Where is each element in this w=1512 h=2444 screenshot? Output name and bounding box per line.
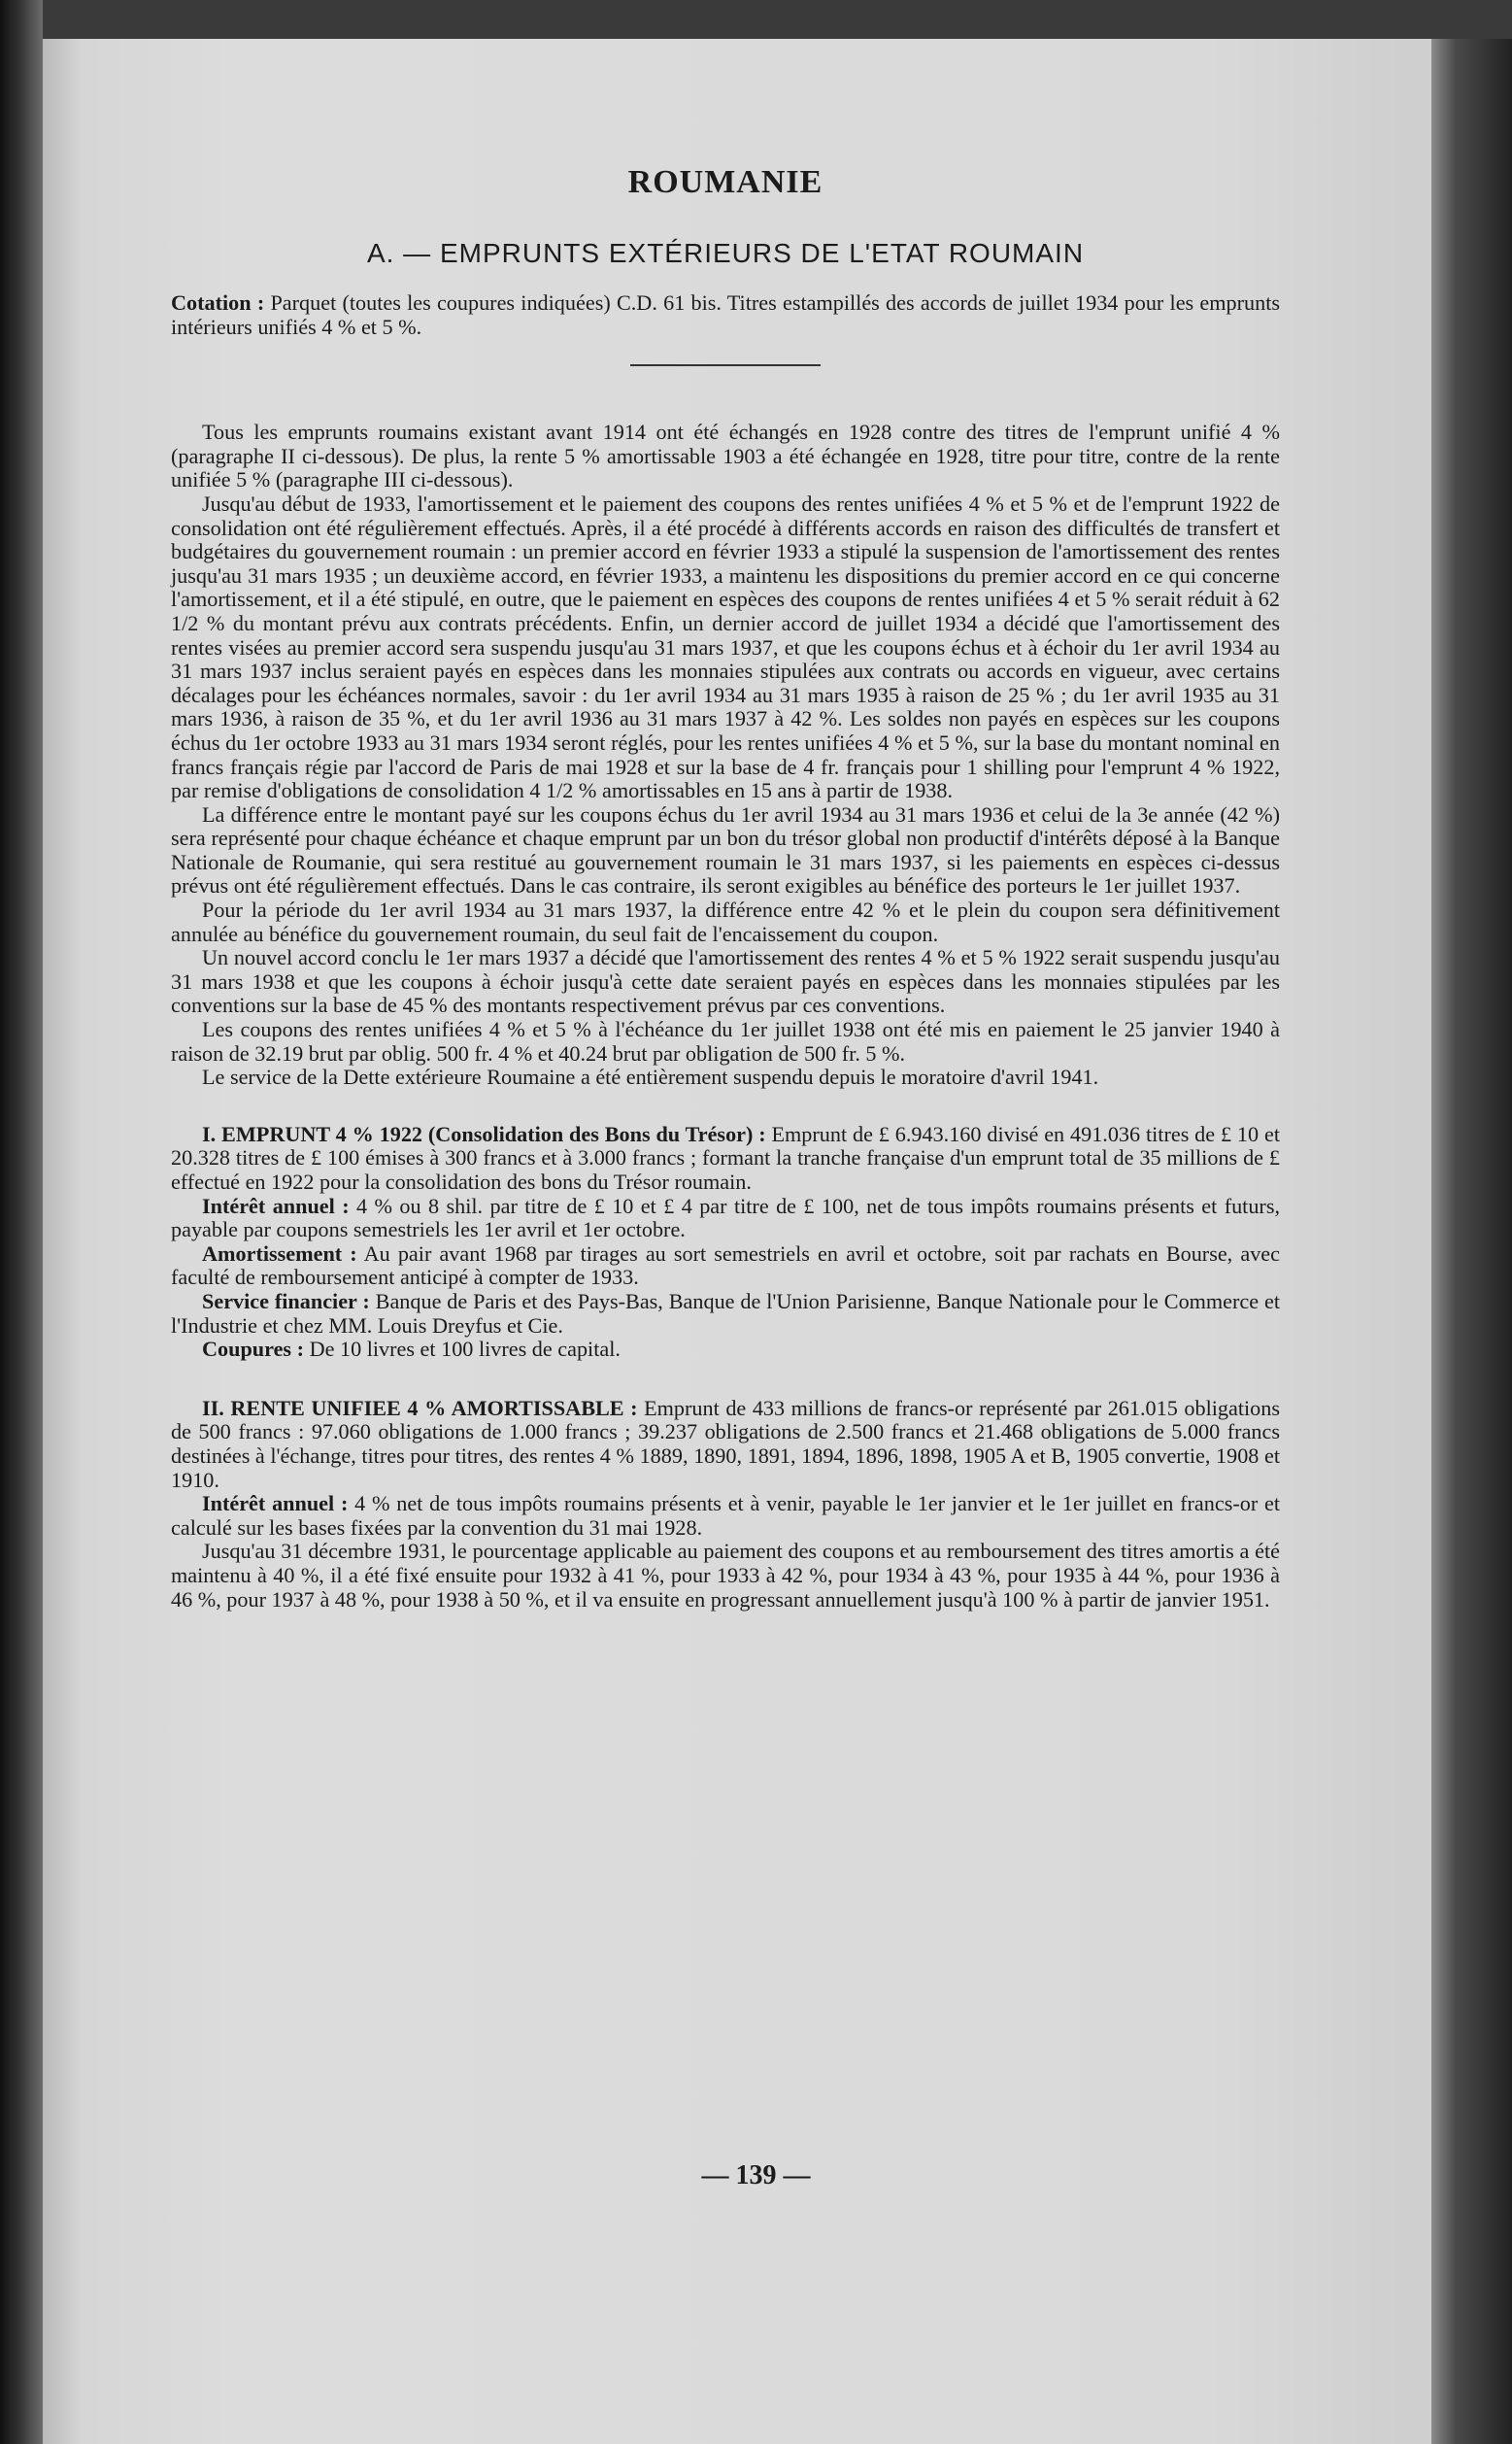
cotation-paragraph bbox=[171, 291, 1280, 339]
section1-coupures-label: Coupures : bbox=[202, 1337, 305, 1362]
section2-heading-text: Emprunt de 433 millions de francs-or représenté par 261.015 obligations de 500 francs : 97.060 obligations de 1.000 francs ; 39.237 obligations de 2.500 francs et 21.468 obligations de 5.000 francs destinées à l'échange, titres pour titres, des rentes 4 % 1889, 1890, 1891, 1894, 1896, 1898, 1905 A et B, 1905 convertie, 1908 et 1910. bbox=[171, 1395, 1280, 1492]
section1-amort-label: Amortissement : bbox=[202, 1240, 357, 1266]
page-edge-shadow bbox=[1431, 39, 1512, 2444]
document-body bbox=[171, 163, 1280, 1612]
section1-service-label: Service financier : bbox=[202, 1288, 370, 1313]
section2-interet-label: Intérêt annuel : bbox=[202, 1491, 349, 1516]
separator-rule bbox=[630, 364, 821, 366]
section-title: A. — EMPRUNTS EXTÉRIEURS DE L'ETAT ROUMAIN bbox=[366, 238, 1085, 268]
section-rente-unifiee bbox=[171, 1397, 1280, 1612]
section1-coupures bbox=[171, 1338, 1280, 1362]
section1-amort-text: Au pair avant 1968 par tirages au sort semestriels en avril et octobre, soit par rachats en Bourse, avec faculté de remboursement anticipé à compter de 1933. bbox=[171, 1240, 1280, 1290]
section1-interet-text: 4 % ou 8 shil. par titre de £ 10 et £ 4 par titre de £ 100, net de tous impôts roumains présents et futurs, payable par coupons semestriels les 1er avril et 1er octobre. bbox=[171, 1193, 1281, 1242]
intro-paragraph-1: Tous les emprunts roumains existant avant 1914 ont été échangés en 1928 contre des titres de l'emprunt unifié 4 % (paragraphe II ci-dessous). De plus, la rente 5 % amortissable 1903 a été échangée en 1928, titre pour titre, contre de la rente unifiée 5 % (paragraphe III ci-dessous). bbox=[171, 420, 1280, 492]
section1-heading-paragraph bbox=[171, 1123, 1280, 1195]
section1-amortissement bbox=[171, 1242, 1280, 1290]
intro-paragraph-3: La différence entre le montant payé sur les coupons échus du 1er avril 1934 au 31 mars 1936 et celui de la 3e année (42 %) sera représenté pour chaque échéance et chaque emprunt par un bon du trésor global non productif d'intérêts déposé à la Banque Nationale de Roumanie, qui sera restitué au gouvernement roumain le 31 mars 1937, si les paiements en espèces ci-dessus prévus ont été régulièrement effectués. Dans le cas contraire, ils seront exigibles au bénéfice des porteurs le 1er juillet 1937. bbox=[171, 801, 1280, 899]
section1-interet bbox=[171, 1195, 1280, 1242]
intro-paragraph-6: Les coupons des rentes unifiées 4 % et 5 % à l'échéance du 1er juillet 1938 ont été mis en paiement le 25 janvier 1940 à raison de 32.19 brut par oblig. 500 fr. 4 % et 40.24 brut par obligation de 500 fr. 5 %. bbox=[171, 1017, 1280, 1066]
intro-paragraph-2: Jusqu'au début de 1933, l'amortissement et le paiement des coupons des rentes unifiées 4 % et 5 % et de l'emprunt 1922 de consolidation ont été régulièrement effectués. Après, il a été procédé à différents accords en raison des difficultés de transfert et budgétaires du gouvernement roumain : un premier accord en février 1933 a stipulé la suspension de l'amortissement des rentes jusqu'au 31 mars 1935 ; un deuxième accord, en février 1933, a maintenu les dispositions du premier accord en ce qui concerne l'amortissement, et il a été stipulé, en outre, que le paiement en espèces des coupons de rentes unifiées 4 et 5 % serait réduit à 62 1/2 % du montant prévu aux contrats précédents. Enfin, un dernier accord de juillet 1934 a décidé que l'amortissement des rentes visées au premier accord sera suspendu jusqu'au 31 mars 1937, et que les coupons échus et à échoir du 1er avril 1934 au 31 mars 1937 inclus seraient payés en espèces dans les monnaies stipulées aux contrats ou accords en vigueur, avec certains décalages pour les échéances normales, savoir : du 1er avril 1934 au 31 mars 1935 à raison de 25 % ; du 1er avril 1935 au 31 mars 1936, à raison de 35 %, et du 1er avril 1936 au 31 mars 1937 à 42 %. Les soldes non payés en espèces sur les coupons échus du 1er octobre 1933 au 31 mars 1934 seront réglés, pour les rentes unifiées 4 % et 5 %, sur la base du montant nominal en francs français régie par l'accord de Paris de mai 1928 et sur la base de 4 fr. français pour 1 shilling pour l'emprunt 4 % 1922, par remise d'obligations de consolidation 4 1/2 % amortissables en 15 ans à partir de 1938. bbox=[171, 491, 1280, 803]
section1-heading-text: Emprunt de £ 6.943.160 divisé en 491.036 titres de £ 10 et 20.328 titres de £ 100 émises à 300 francs et à 3.000 francs ; formant la tranche française d'un emprunt total de 35 millions de £ effectué en 1922 pour la consolidation des bons du Trésor roumain. bbox=[171, 1121, 1280, 1194]
section2-interet bbox=[171, 1492, 1280, 1540]
section2-last-paragraph: Jusqu'au 31 décembre 1931, le pourcentage applicable au paiement des coupons et au remboursement des titres amortis a été maintenu à 40 %, il a été fixé ensuite pour 1932 à 41 %, pour 1933 à 42 %, pour 1934 à 43 %, pour 1935 à 44 %, pour 1936 à 46 %, pour 1937 à 48 %, pour 1938 à 50 %, et il va ensuite en progressant annuellement jusqu'à 100 % à partir de janvier 1951. bbox=[171, 1539, 1280, 1612]
intro-paragraph-5: Un nouvel accord conclu le 1er mars 1937 a décidé que l'amortissement des rentes 4 % et 5 % 1922 serait suspendu jusqu'au 31 mars 1938 et que les coupons à échoir jusqu'à cette date seraient payés en espèces dans les monnaies stipulées par les conventions sur la base de 45 % des montants respectivement prévus par ces conventions. bbox=[171, 945, 1280, 1018]
cotation-label: Cotation : bbox=[171, 290, 265, 315]
section1-coupures-text: De 10 livres et 100 livres de capital. bbox=[309, 1337, 621, 1362]
section-emprunt-1922 bbox=[171, 1123, 1280, 1362]
intro-paragraph-4: Pour la période du 1er avril 1934 au 31 mars 1937, la différence entre 42 % et le plein du coupon sera définitivement annulée au bénéfice du gouvernement roumain, du seul fait de l'encaissement du coupon. bbox=[171, 898, 1280, 946]
section1-service bbox=[171, 1290, 1280, 1338]
book-spine-shadow bbox=[0, 0, 43, 2444]
section1-service-text: Banque de Paris et des Pays-Bas, Banque de l'Union Parisienne, Banque Nationale pour le Commerce et l'Industrie et chez MM. Louis Dreyfus et Cie. bbox=[171, 1288, 1280, 1338]
page-title: ROUMANIE bbox=[627, 164, 823, 200]
section2-interet-text: 4 % net de tous impôts roumains présents et à venir, payable le 1er janvier et le 1er juillet en francs-or et calculé sur les bases fixées par la convention du 31 mai 1928. bbox=[171, 1491, 1281, 1540]
intro-paragraph-7: Le service de la Dette extérieure Roumaine a été entièrement suspendu depuis le moratoire d'avril 1941. bbox=[202, 1065, 1099, 1090]
section1-interet-label: Intérêt annuel : bbox=[202, 1193, 350, 1218]
section1-heading: I. EMPRUNT 4 % 1922 (Consolidation des Bons du Trésor) : bbox=[202, 1121, 766, 1146]
cotation-text: Parquet (toutes les coupures indiquées) C.D. 61 bis. Titres estampillés des accords de juillet 1934 pour les emprunts intérieurs unifiés 4 % et 5 %. bbox=[171, 290, 1280, 339]
section2-heading: II. RENTE UNIFIEE 4 % AMORTISSABLE : bbox=[202, 1395, 638, 1420]
section2-heading-paragraph bbox=[171, 1397, 1280, 1492]
page-number: — 139 — bbox=[701, 2160, 811, 2190]
